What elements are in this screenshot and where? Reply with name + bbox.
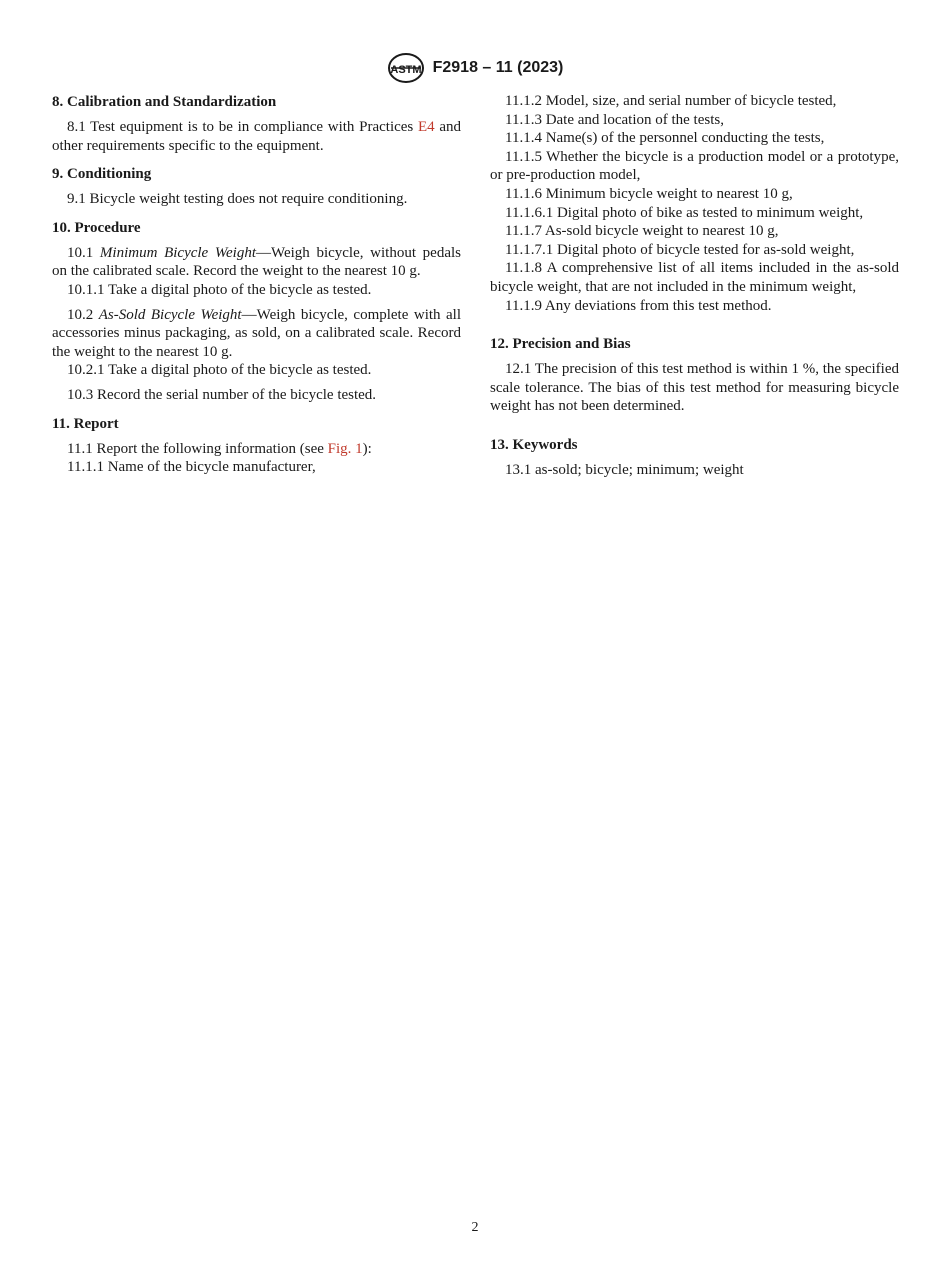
para-11-1-5: 11.1.5 Whether the bicycle is a production model or a prototype, or pre-production model, bbox=[490, 148, 899, 184]
link-e4[interactable]: E4 bbox=[417, 119, 435, 135]
para-10-2: 10.2 As-Sold Bicycle Weight—Weigh bicycle, complete with all accessories minus packaging, as sold, on a calibrated scale. Record the weight to the nearest 10 g. bbox=[52, 306, 462, 360]
para-11-1-6-1: 11.1.6.1 Digital photo of bike as tested to minimum weight, bbox=[505, 204, 864, 221]
document-designation: F2918 – 11 (2023) bbox=[432, 59, 564, 76]
para-11-1-4: 11.1.4 Name(s) of the personnel conducting the tests, bbox=[505, 130, 825, 147]
para-11-1-2: 11.1.2 Model, size, and serial number of bicycle tested, bbox=[505, 93, 837, 109]
para-9-1: 9.1 Bicycle weight testing does not require conditioning. bbox=[67, 191, 408, 208]
para-10-1: 10.1 Minimum Bicycle Weight—Weigh bicycle, without pedals on the calibrated scale. Record the weight to the nearest 10 g. bbox=[52, 244, 462, 280]
section-8-heading: 8. Calibration and Standardization bbox=[52, 94, 277, 110]
astm-logo-icon bbox=[387, 52, 425, 84]
para-11-1-3: 11.1.3 Date and location of the tests, bbox=[505, 111, 724, 128]
section-12-heading: 12. Precision and Bias bbox=[490, 336, 631, 353]
link-fig-1[interactable]: Fig. 1 bbox=[327, 440, 363, 457]
right-column bbox=[490, 92, 899, 480]
para-12-1: 12.1 The precision of this test method is within 1 %, the specified scale tolerance. The bias of this test method for measuring bicycle weight has not been determined. bbox=[490, 361, 899, 415]
para-10-3: 10.3 Record the serial number of the bicycle tested. bbox=[67, 386, 377, 403]
para-8-1: 8.1 Test equipment is to be in compliance with Practices E4 and other requirements specific to the equipment. bbox=[52, 119, 461, 154]
para-10-1-1: 10.1.1 Take a digital photo of the bicycle as tested. bbox=[67, 281, 372, 298]
page-header bbox=[0, 52, 950, 84]
section-13-heading: 13. Keywords bbox=[490, 436, 578, 453]
para-11-1-6: 11.1.6 Minimum bicycle weight to nearest 10 g, bbox=[505, 185, 793, 202]
para-10-2-1: 10.2.1 Take a digital photo of the bicycle as tested. bbox=[67, 362, 372, 379]
para-11-1-7: 11.1.7 As-sold bicycle weight to nearest 10 g, bbox=[505, 223, 779, 240]
svg-text:ASTM: ASTM bbox=[390, 64, 422, 76]
para-11-1-7-1: 11.1.7.1 Digital photo of bicycle tested for as-sold weight, bbox=[505, 241, 855, 258]
para-11-1-9: 11.1.9 Any deviations from this test method. bbox=[505, 297, 772, 314]
section-9-heading: 9. Conditioning bbox=[52, 166, 152, 183]
para-11-1-8: 11.1.8 A comprehensive list of all items included in the as-sold bicycle weight, that are not included in the minimum weight, bbox=[490, 260, 899, 295]
section-11-heading: 11. Report bbox=[52, 415, 119, 432]
section-10-heading: 10. Procedure bbox=[52, 219, 141, 236]
para-13-1: 13.1 as-sold; bicycle; minimum; weight bbox=[505, 461, 744, 478]
page-number: 2 bbox=[471, 1220, 479, 1235]
para-11-1-1: 11.1.1 Name of the bicycle manufacturer, bbox=[67, 459, 316, 476]
left-column bbox=[52, 92, 461, 477]
para-11-1: 11.1 Report the following information (see Fig. 1): bbox=[67, 440, 372, 457]
